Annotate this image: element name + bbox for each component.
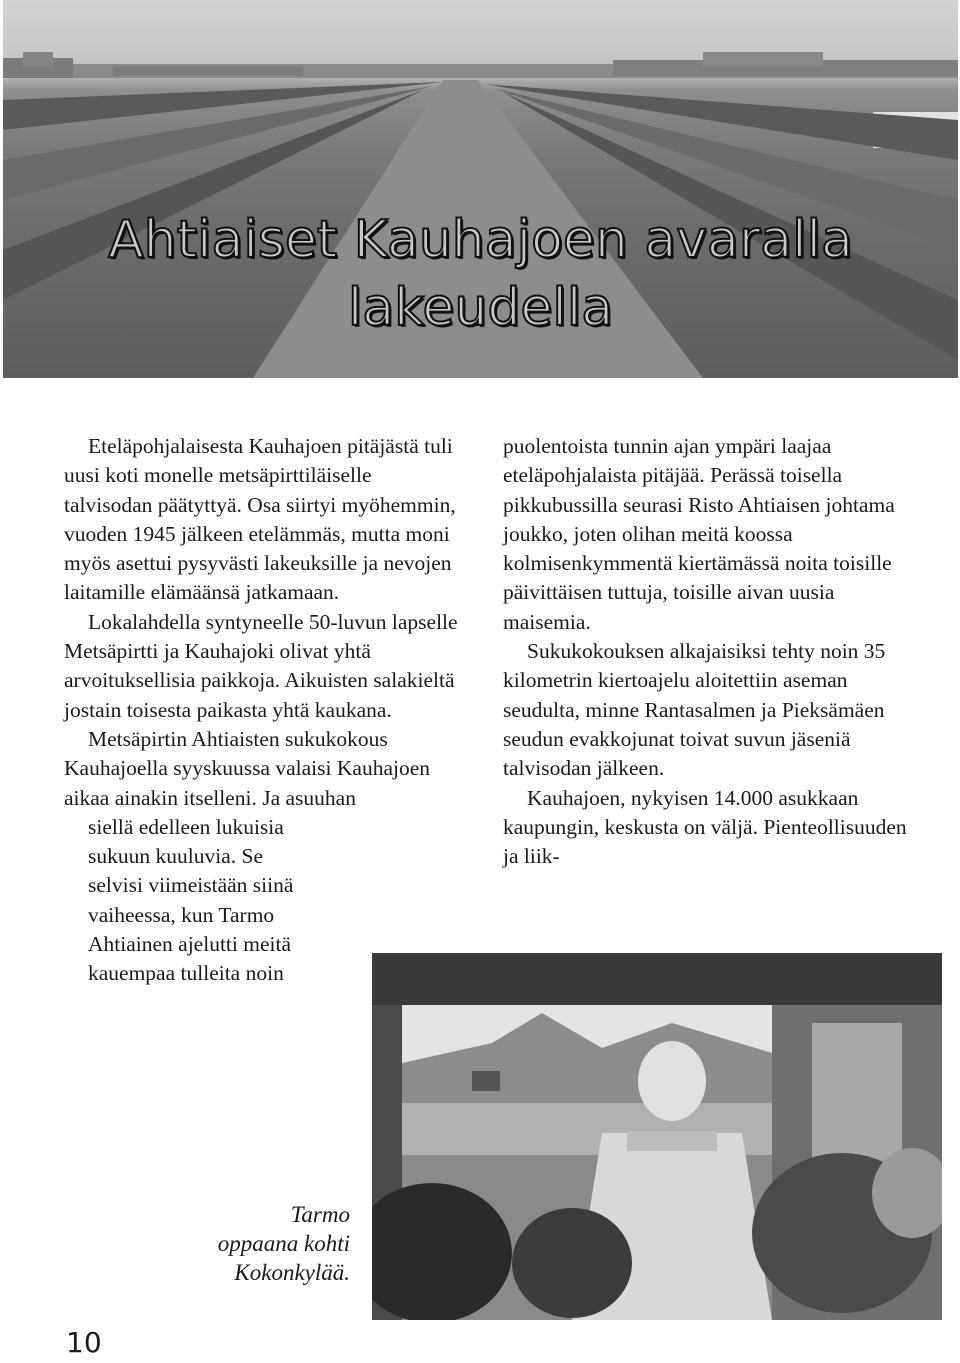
paragraph-3-narrow-4: selvisi viimeistään siinä [88, 873, 294, 898]
page-number: 10 [66, 1326, 102, 1359]
paragraph-3-narrow-5: vaiheessa, kun Tarmo [88, 902, 275, 927]
paragraph-3-wide: Metsäpirtin Ahtiaisten sukukokous Kauhajoella syyskuussa valaisi Kauhajoen aikaa ainakin itselleni. [64, 726, 431, 810]
paragraph-2: Lokalahdella syntyneelle 50-luvun lapselle Metsäpirtti ja Kauhajoki olivat yhtä arvoituksellisia paikkoja. Aikuisten salakieltä jostain toisesta paikasta yhtä kaukana. [64, 609, 458, 722]
paragraph-3-narrow-7: kauempaa tulleita noin [88, 961, 284, 986]
paragraph-5: Kauhajoen, nykyisen 14.000 asukkaan kaupungin, keskusta on väljä. Pienteollisuuden ja liik- [503, 785, 907, 869]
paragraph-3-narrow-6: Ahtiainen ajelutti meitä [88, 932, 291, 957]
right-column [503, 432, 913, 871]
photo-caption [150, 1200, 350, 1287]
caption-line-3: Kokonkylää. [234, 1260, 350, 1285]
caption-line-1: Tarmo [290, 1202, 350, 1227]
title-line-1: Ahtiaiset Kauhajoen avaralla [108, 210, 853, 270]
bus-interior-photo [372, 953, 942, 1320]
left-column [64, 432, 464, 989]
paragraph-4: Sukukokouksen alkajaisiksi tehty noin 35 kilometrin kiertoajelu aloitettiin aseman seudulta, minne Rantasalmen ja Pieksämäen seudun evakkojunat toivat suvun jäseniä talvisodan jälkeen. [503, 639, 886, 781]
paragraph-3-narrow-2: siellä edelleen lukuisia [88, 814, 284, 839]
caption-line-2: oppaana kohti [217, 1231, 350, 1256]
title-line-2: lakeudella [347, 278, 614, 338]
paragraph-3-narrow-1: Ja asuuhan [262, 785, 356, 810]
paragraph-3-narrow-3: sukuun kuuluvia. Se [88, 844, 263, 869]
paragraph-1: Eteläpohjalaisesta Kauhajoen pitäjästä tuli uusi koti monelle metsäpirttiläiselle talvisodan päätyttyä. Osa siirtyi myöhemmin, vuoden 1945 jälkeen etelämmäs, mutta moni myös asettui pysyvästi lakeuksille ja nevojen laitamille elämäänsä jatkamaan. [64, 434, 456, 605]
paragraph-3-continued: puolentoista tunnin ajan ympäri laajaa eteläpohjalaista pitäjää. Perässä toisella pikkubussilla seurasi Risto Ahtiaisen johtama joukko, joten olihan meitä koossa kolmisenkymmentä kiertämässä noita toisille päivittäisen tuttuja, toisille aivan uusia maisemia. [503, 434, 895, 634]
header-photo-field [3, 0, 958, 378]
paragraph-3 [64, 725, 464, 989]
bus-guide-image [372, 953, 942, 1320]
page-title [3, 206, 958, 342]
